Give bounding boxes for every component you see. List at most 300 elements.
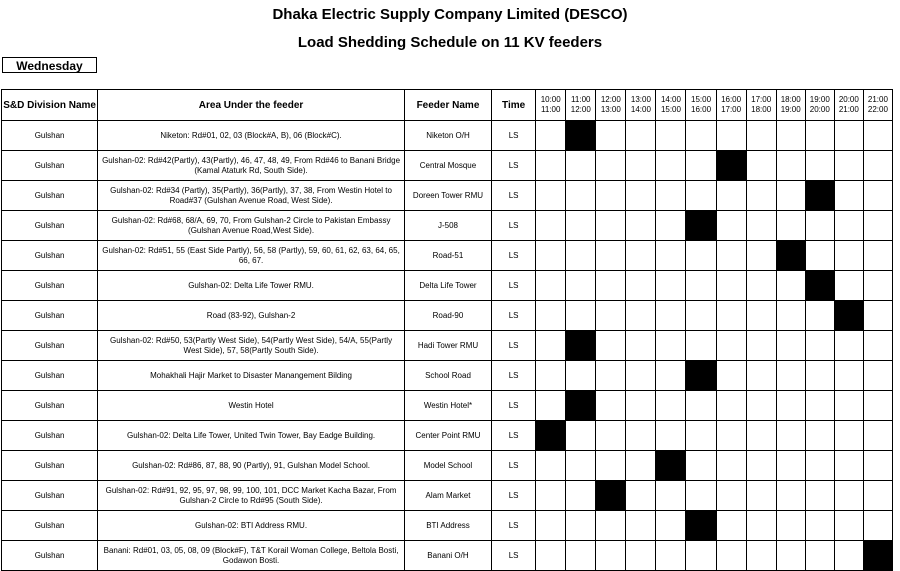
slot-cell xyxy=(596,241,626,271)
time-slot-header xyxy=(536,90,566,121)
slot-cell xyxy=(834,211,863,241)
time-slot-header xyxy=(776,90,805,121)
division-cell: Gulshan xyxy=(2,301,98,331)
slot-cell xyxy=(626,241,656,271)
table-row xyxy=(2,181,893,211)
feeder-cell: Model School xyxy=(404,451,491,481)
shedding-slot-marker xyxy=(686,211,716,241)
slot-end: 19:00 xyxy=(780,105,801,114)
slot-cell xyxy=(716,301,746,331)
slot-cell xyxy=(536,181,566,211)
table-row xyxy=(2,331,893,361)
slot-cell xyxy=(863,181,892,211)
division-cell: Gulshan xyxy=(2,391,98,421)
slot-cell xyxy=(626,211,656,241)
slot-cell xyxy=(536,211,566,241)
slot-cell xyxy=(776,421,805,451)
slot-cell xyxy=(805,211,834,241)
slot-cell xyxy=(716,481,746,511)
division-cell: Gulshan xyxy=(2,331,98,361)
time-slot-header xyxy=(626,90,656,121)
time-slot-header xyxy=(656,90,686,121)
division-cell: Gulshan xyxy=(2,121,98,151)
slot-cell xyxy=(746,361,776,391)
slot-cell xyxy=(686,451,716,481)
company-title: Dhaka Electric Supply Company Limited (DESCO) xyxy=(272,6,628,23)
feeder-header: Feeder Name xyxy=(404,90,491,121)
division-cell: Gulshan xyxy=(2,421,98,451)
slot-cell xyxy=(805,421,834,451)
slot-end: 15:00 xyxy=(660,105,681,114)
slot-cell xyxy=(686,391,716,421)
feeder-cell: Central Mosque xyxy=(404,151,491,181)
slot-cell xyxy=(596,271,626,301)
slot-cell xyxy=(746,541,776,571)
shedding-slot-marker xyxy=(805,271,834,301)
slot-cell xyxy=(626,301,656,331)
slot-cell xyxy=(536,241,566,271)
shedding-slot-marker xyxy=(656,451,686,481)
slot-cell xyxy=(776,331,805,361)
slot-cell xyxy=(566,271,596,301)
slot-end: 17:00 xyxy=(721,105,742,114)
slot-cell xyxy=(776,451,805,481)
slot-cell xyxy=(746,241,776,271)
slot-cell xyxy=(834,331,863,361)
area-cell: Mohakhali Hajir Market to Disaster Manangement Bilding xyxy=(98,361,405,391)
area-header: Area Under the feeder xyxy=(98,90,405,121)
table-row xyxy=(2,511,893,541)
slot-end: 16:00 xyxy=(691,105,712,114)
slot-cell xyxy=(805,301,834,331)
slot-cell xyxy=(566,361,596,391)
slot-start: 10:00 xyxy=(540,95,561,104)
slot-cell xyxy=(863,211,892,241)
table-row xyxy=(2,451,893,481)
area-cell: Gulshan-02: Rd#68, 68/A, 69, 70, From Gulshan-2 Circle to Pakistan Embassy (Gulshan Avenue Road,West Side). xyxy=(98,211,405,241)
division-cell: Gulshan xyxy=(2,271,98,301)
time-slot-header xyxy=(686,90,716,121)
slot-cell xyxy=(716,241,746,271)
slot-start: 21:00 xyxy=(867,95,888,104)
slot-cell xyxy=(776,121,805,151)
slot-cell xyxy=(746,421,776,451)
slot-cell xyxy=(656,301,686,331)
slot-cell xyxy=(566,481,596,511)
slot-cell xyxy=(536,481,566,511)
slot-cell xyxy=(834,541,863,571)
division-cell: Gulshan xyxy=(2,181,98,211)
table-row xyxy=(2,211,893,241)
slot-cell xyxy=(596,331,626,361)
header-row xyxy=(2,90,893,121)
slot-cell xyxy=(776,301,805,331)
slot-start: 17:00 xyxy=(751,95,772,104)
slot-cell xyxy=(863,451,892,481)
slot-cell xyxy=(596,151,626,181)
slot-cell xyxy=(805,121,834,151)
slot-cell xyxy=(746,301,776,331)
slot-end: 18:00 xyxy=(751,105,772,114)
time-cell: LS xyxy=(492,121,536,151)
slot-cell xyxy=(626,121,656,151)
slot-cell xyxy=(656,391,686,421)
slot-cell xyxy=(805,151,834,181)
area-cell: Gulshan-02: BTI Address RMU. xyxy=(98,511,405,541)
schedule-title: Load Shedding Schedule on 11 KV feeders xyxy=(297,34,603,51)
slot-cell xyxy=(686,421,716,451)
slot-cell xyxy=(656,151,686,181)
time-cell: LS xyxy=(492,241,536,271)
slot-cell xyxy=(536,541,566,571)
slot-cell xyxy=(656,181,686,211)
slot-cell xyxy=(834,151,863,181)
slot-cell xyxy=(656,241,686,271)
table-row xyxy=(2,241,893,271)
slot-cell xyxy=(596,211,626,241)
table-row xyxy=(2,271,893,301)
slot-cell xyxy=(626,181,656,211)
slot-start: 16:00 xyxy=(721,95,742,104)
slot-cell xyxy=(805,451,834,481)
slot-cell xyxy=(746,211,776,241)
slot-cell xyxy=(863,331,892,361)
time-slot-header xyxy=(596,90,626,121)
slot-cell xyxy=(805,361,834,391)
slot-cell xyxy=(656,481,686,511)
slot-cell xyxy=(596,421,626,451)
table-row xyxy=(2,361,893,391)
division-cell: Gulshan xyxy=(2,541,98,571)
area-cell: Gulshan-02: Rd#91, 92, 95, 97, 98, 99, 100, 101, DCC Market Kacha Bazar, From Gulshan-2 Circle to Rd#95 (South Side). xyxy=(98,481,405,511)
schedule-table xyxy=(1,89,893,571)
slot-end: 13:00 xyxy=(600,105,621,114)
slot-cell xyxy=(863,121,892,151)
slot-cell xyxy=(536,331,566,361)
area-cell: Gulshan-02: Delta Life Tower RMU. xyxy=(98,271,405,301)
slot-cell xyxy=(536,361,566,391)
slot-start: 15:00 xyxy=(691,95,712,104)
slot-cell xyxy=(805,391,834,421)
slot-cell xyxy=(686,541,716,571)
slot-cell xyxy=(536,451,566,481)
shedding-slot-marker xyxy=(863,541,892,571)
slot-cell xyxy=(716,541,746,571)
feeder-cell: Banani O/H xyxy=(404,541,491,571)
slot-cell xyxy=(834,121,863,151)
area-cell: Gulshan-02: Rd#34 (Partly), 35(Partly), 36(Partly), 37, 38, From Westin Hotel to Road#37 (Gulshan Avenue Road, West Side). xyxy=(98,181,405,211)
division-cell: Gulshan xyxy=(2,361,98,391)
slot-cell xyxy=(536,271,566,301)
feeder-cell: Center Point RMU xyxy=(404,421,491,451)
slot-cell xyxy=(656,511,686,541)
slot-cell xyxy=(626,541,656,571)
slot-start: 12:00 xyxy=(600,95,621,104)
slot-cell xyxy=(805,511,834,541)
slot-cell xyxy=(656,331,686,361)
slot-end: 12:00 xyxy=(570,105,591,114)
slot-cell xyxy=(776,481,805,511)
division-cell: Gulshan xyxy=(2,481,98,511)
slot-cell xyxy=(776,181,805,211)
slot-cell xyxy=(566,211,596,241)
slot-cell xyxy=(716,361,746,391)
slot-cell xyxy=(566,511,596,541)
day-label: Wednesday xyxy=(2,57,97,73)
slot-cell xyxy=(746,331,776,361)
slot-cell xyxy=(686,181,716,211)
slot-cell xyxy=(746,451,776,481)
slot-cell xyxy=(716,331,746,361)
slot-cell xyxy=(834,451,863,481)
table-row xyxy=(2,121,893,151)
slot-cell xyxy=(536,301,566,331)
slot-cell xyxy=(626,481,656,511)
area-cell: Road (83-92), Gulshan-2 xyxy=(98,301,405,331)
slot-cell xyxy=(716,391,746,421)
slot-cell xyxy=(863,271,892,301)
feeder-cell: Delta Life Tower xyxy=(404,271,491,301)
time-header: Time xyxy=(492,90,536,121)
area-cell: Banani: Rd#01, 03, 05, 08, 09 (Block#F), T&T Korail Woman College, Beltola Bosti, Godawon Bosti. xyxy=(98,541,405,571)
time-cell: LS xyxy=(492,301,536,331)
slot-cell xyxy=(596,301,626,331)
slot-cell xyxy=(536,391,566,421)
time-cell: LS xyxy=(492,331,536,361)
slot-cell xyxy=(863,301,892,331)
time-cell: LS xyxy=(492,151,536,181)
slot-cell xyxy=(536,151,566,181)
slot-cell xyxy=(834,181,863,211)
slot-cell xyxy=(746,181,776,211)
time-slot-header xyxy=(863,90,892,121)
slot-cell xyxy=(686,121,716,151)
area-cell: Gulshan-02: Rd#42(Partly), 43(Partly), 46, 47, 48, 49, From Rd#46 to Banani Bridge (Kamal Ataturk Rd, South Side). xyxy=(98,151,405,181)
shedding-slot-marker xyxy=(566,391,596,421)
division-cell: Gulshan xyxy=(2,211,98,241)
slot-cell xyxy=(716,211,746,241)
slot-cell xyxy=(686,241,716,271)
slot-cell xyxy=(776,511,805,541)
shedding-slot-marker xyxy=(716,151,746,181)
shedding-slot-marker xyxy=(596,481,626,511)
slot-cell xyxy=(686,481,716,511)
division-cell: Gulshan xyxy=(2,241,98,271)
slot-cell xyxy=(686,151,716,181)
division-header: S&D Division Name xyxy=(2,90,98,121)
slot-cell xyxy=(716,181,746,211)
slot-cell xyxy=(863,481,892,511)
slot-cell xyxy=(834,481,863,511)
shedding-slot-marker xyxy=(805,181,834,211)
slot-cell xyxy=(656,541,686,571)
slot-cell xyxy=(716,271,746,301)
feeder-cell: BTI Address xyxy=(404,511,491,541)
slot-cell xyxy=(626,271,656,301)
table-row xyxy=(2,541,893,571)
time-slot-header xyxy=(566,90,596,121)
slot-cell xyxy=(716,451,746,481)
time-cell: LS xyxy=(492,271,536,301)
area-cell: Gulshan-02: Rd#51, 55 (East Side Partly), 56, 58 (Partly), 59, 60, 61, 62, 63, 64, 65, 66, 67. xyxy=(98,241,405,271)
slot-cell xyxy=(863,511,892,541)
slot-cell xyxy=(746,121,776,151)
slot-cell xyxy=(834,271,863,301)
slot-cell xyxy=(596,181,626,211)
slot-start: 13:00 xyxy=(630,95,651,104)
slot-cell xyxy=(566,241,596,271)
slot-cell xyxy=(686,331,716,361)
slot-cell xyxy=(716,511,746,541)
slot-cell xyxy=(776,541,805,571)
slot-cell xyxy=(834,391,863,421)
time-slot-header xyxy=(805,90,834,121)
time-cell: LS xyxy=(492,451,536,481)
time-cell: LS xyxy=(492,181,536,211)
time-slot-header xyxy=(746,90,776,121)
slot-cell xyxy=(536,511,566,541)
feeder-cell: J-508 xyxy=(404,211,491,241)
slot-cell xyxy=(834,241,863,271)
slot-cell xyxy=(834,361,863,391)
slot-cell xyxy=(863,361,892,391)
slot-end: 22:00 xyxy=(867,105,888,114)
slot-end: 20:00 xyxy=(809,105,830,114)
slot-cell xyxy=(626,361,656,391)
slot-cell xyxy=(686,301,716,331)
feeder-cell: School Road xyxy=(404,361,491,391)
time-cell: LS xyxy=(492,211,536,241)
slot-cell xyxy=(805,241,834,271)
feeder-cell: Niketon O/H xyxy=(404,121,491,151)
area-cell: Westin Hotel xyxy=(98,391,405,421)
slot-cell xyxy=(626,391,656,421)
shedding-slot-marker xyxy=(834,301,863,331)
slot-cell xyxy=(776,271,805,301)
time-cell: LS xyxy=(492,481,536,511)
slot-cell xyxy=(776,211,805,241)
slot-cell xyxy=(805,481,834,511)
slot-cell xyxy=(863,391,892,421)
slot-cell xyxy=(536,121,566,151)
time-cell: LS xyxy=(492,391,536,421)
slot-cell xyxy=(746,481,776,511)
slot-cell xyxy=(776,361,805,391)
time-slot-header xyxy=(834,90,863,121)
table-row xyxy=(2,391,893,421)
slot-cell xyxy=(566,451,596,481)
feeder-cell: Hadi Tower RMU xyxy=(404,331,491,361)
slot-cell xyxy=(596,541,626,571)
slot-cell xyxy=(716,121,746,151)
slot-start: 19:00 xyxy=(809,95,830,104)
slot-start: 18:00 xyxy=(780,95,801,104)
slot-cell xyxy=(746,511,776,541)
slot-end: 14:00 xyxy=(630,105,651,114)
area-cell: Gulshan-02: Rd#50, 53(Partly West Side), 54(Partly West Side), 54/A, 55(Partly West Side), 57, 58(Partly South Side). xyxy=(98,331,405,361)
slot-start: 11:00 xyxy=(571,95,591,104)
time-cell: LS xyxy=(492,541,536,571)
slot-cell xyxy=(834,421,863,451)
slot-cell xyxy=(596,511,626,541)
feeder-cell: Road-90 xyxy=(404,301,491,331)
slot-cell xyxy=(596,361,626,391)
slot-cell xyxy=(566,151,596,181)
slot-end: 21:00 xyxy=(838,105,859,114)
slot-cell xyxy=(746,151,776,181)
slot-cell xyxy=(596,121,626,151)
slot-cell xyxy=(566,181,596,211)
area-cell: Gulshan-02: Delta Life Tower, United Twin Tower, Bay Eadge Building. xyxy=(98,421,405,451)
feeder-cell: Road-51 xyxy=(404,241,491,271)
shedding-slot-marker xyxy=(566,121,596,151)
slot-cell xyxy=(834,511,863,541)
slot-cell xyxy=(626,421,656,451)
feeder-cell: Alam Market xyxy=(404,481,491,511)
feeder-cell: Doreen Tower RMU xyxy=(404,181,491,211)
slot-cell xyxy=(746,271,776,301)
slot-end: 11:00 xyxy=(540,105,561,114)
slot-cell xyxy=(863,241,892,271)
slot-cell xyxy=(626,331,656,361)
slot-cell xyxy=(805,331,834,361)
slot-cell xyxy=(626,451,656,481)
slot-cell xyxy=(656,271,686,301)
division-cell: Gulshan xyxy=(2,511,98,541)
shedding-slot-marker xyxy=(686,511,716,541)
division-cell: Gulshan xyxy=(2,451,98,481)
slot-cell xyxy=(566,541,596,571)
slot-cell xyxy=(596,391,626,421)
slot-cell xyxy=(566,301,596,331)
slot-cell xyxy=(656,361,686,391)
slot-cell xyxy=(596,451,626,481)
slot-cell xyxy=(805,541,834,571)
time-cell: LS xyxy=(492,361,536,391)
slot-cell xyxy=(776,151,805,181)
shedding-slot-marker xyxy=(566,331,596,361)
slot-cell xyxy=(656,121,686,151)
slot-cell xyxy=(566,421,596,451)
slot-cell xyxy=(863,151,892,181)
time-cell: LS xyxy=(492,421,536,451)
table-row xyxy=(2,421,893,451)
slot-cell xyxy=(626,151,656,181)
slot-cell xyxy=(746,391,776,421)
table-row xyxy=(2,481,893,511)
area-cell: Niketon: Rd#01, 02, 03 (Block#A, B), 06 (Block#C). xyxy=(98,121,405,151)
table-row xyxy=(2,301,893,331)
feeder-cell: Westin Hotel* xyxy=(404,391,491,421)
slot-cell xyxy=(626,511,656,541)
slot-cell xyxy=(686,271,716,301)
time-slot-header xyxy=(716,90,746,121)
slot-start: 14:00 xyxy=(660,95,681,104)
slot-cell xyxy=(656,421,686,451)
slot-start: 20:00 xyxy=(838,95,859,104)
division-cell: Gulshan xyxy=(2,151,98,181)
slot-cell xyxy=(716,421,746,451)
shedding-slot-marker xyxy=(686,361,716,391)
slot-cell xyxy=(656,211,686,241)
slot-cell xyxy=(863,421,892,451)
slot-cell xyxy=(776,391,805,421)
time-cell: LS xyxy=(492,511,536,541)
shedding-slot-marker xyxy=(776,241,805,271)
shedding-slot-marker xyxy=(536,421,566,451)
table-row xyxy=(2,151,893,181)
area-cell: Gulshan-02: Rd#86, 87, 88, 90 (Partly), 91, Gulshan Model School. xyxy=(98,451,405,481)
